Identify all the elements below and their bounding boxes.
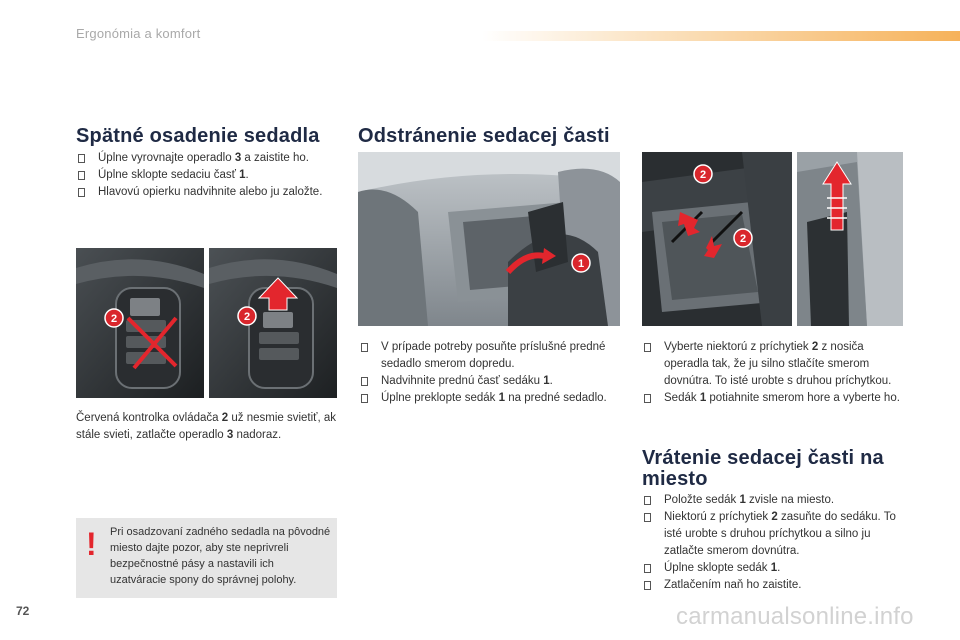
- photo-rear-seat: [358, 152, 620, 326]
- checkbox-bullet-icon: [361, 377, 368, 386]
- warning-text: Pri osadzovaní zadného sedadla na pôvodné miesto dajte pozor, aby ste neprivreli bezpečnostné pásy a nastavili ich uzatváracie spony do správnej polohy.: [110, 526, 331, 586]
- header-accent-bar: [482, 31, 960, 41]
- checkbox-bullet-icon: [361, 343, 368, 352]
- warning-icon: !: [86, 526, 97, 562]
- list-item: Niektorú z príchytiek 2 zasuňte do sedáku. To isté urobte s druhou príchytkou a silno ju zatlačte smerom dovnútra.: [642, 509, 904, 560]
- checkbox-bullet-icon: [644, 513, 651, 522]
- seat-refit-steps: [76, 150, 346, 201]
- checkbox-bullet-icon: [644, 581, 651, 590]
- list-item: Nadvihnite prednú časť sedáku 1.: [359, 373, 609, 390]
- badge-2: 2: [110, 313, 118, 325]
- checkbox-bullet-icon: [78, 188, 85, 197]
- section-title-seat-removal: Odstránenie sedacej časti: [358, 125, 610, 147]
- checkbox-bullet-icon: [644, 496, 651, 505]
- section-title-seat-reinstall: Vrátenie sedacej časti na miesto: [642, 447, 884, 490]
- list-item: Položte sedák 1 zvisle na miesto.: [642, 492, 904, 509]
- page-number: 72: [16, 604, 30, 618]
- watermark: carmanualsonline.info: [676, 603, 914, 630]
- checkbox-bullet-icon: [361, 394, 368, 403]
- photo-control-push: [209, 248, 337, 398]
- section-title-seat-refit: Spätné osadenie sedadla: [76, 125, 320, 147]
- section-header: Ergonómia a komfort: [76, 26, 201, 41]
- photo-seat-lift: [797, 152, 903, 326]
- badge-2: 2: [699, 169, 707, 181]
- badge-2: 2: [243, 311, 251, 323]
- checkbox-bullet-icon: [644, 343, 651, 352]
- seat-reinstall-steps: [642, 492, 904, 594]
- warning-box: [76, 518, 337, 598]
- list-item: V prípade potreby posuňte príslušné predné sedadlo smerom dopredu.: [359, 339, 609, 373]
- photo-control-warning: [76, 248, 204, 398]
- photo-seat-clips: [642, 152, 792, 326]
- list-item: Zatlačením naň ho zaistite.: [642, 577, 904, 594]
- list-item: Úplne sklopte sedaciu časť 1.: [76, 167, 346, 184]
- checkbox-bullet-icon: [78, 154, 85, 163]
- badge-1: 1: [577, 258, 585, 270]
- checkbox-bullet-icon: [644, 564, 651, 573]
- checkbox-bullet-icon: [78, 171, 85, 180]
- seat-removal-steps-right: [642, 339, 904, 407]
- seat-removal-steps-left: [359, 339, 609, 407]
- control-caption: Červená kontrolka ovládača 2 už nesmie svietiť, ak stále svieti, zatlačte operadlo 3 nadoraz.: [76, 412, 337, 441]
- list-item: Sedák 1 potiahnite smerom hore a vyberte ho.: [642, 390, 904, 407]
- checkbox-bullet-icon: [644, 394, 651, 403]
- list-item: Úplne sklopte sedák 1.: [642, 560, 904, 577]
- list-item: Vyberte niektorú z príchytiek 2 z nosiča operadla tak, že ju silno stlačíte smerom dovnútra. To isté urobte s druhou príchytkou.: [642, 339, 904, 390]
- list-item: Úplne vyrovnajte operadlo 3 a zaistite ho.: [76, 150, 346, 167]
- list-item: Úplne preklopte sedák 1 na predné sedadlo.: [359, 390, 609, 407]
- badge-2: 2: [739, 233, 747, 245]
- list-item: Hlavovú opierku nadvihnite alebo ju založte.: [76, 184, 346, 201]
